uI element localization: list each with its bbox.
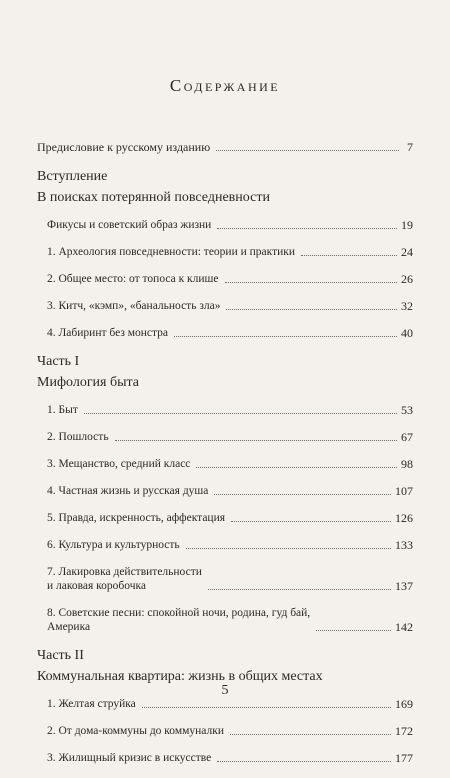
- dot-leader: [231, 521, 391, 522]
- toc-entry-page: 7: [407, 140, 413, 154]
- toc-entry-page: 32: [401, 299, 413, 313]
- dot-leader: [216, 150, 399, 151]
- toc-entry-title: 1. Быт: [47, 404, 78, 416]
- dot-leader: [208, 589, 391, 590]
- toc-entry-title: 4. Частная жизнь и русская душа: [47, 485, 209, 497]
- dot-leader: [214, 494, 391, 495]
- toc-entry-title: 5. Правда, искренность, аффектация: [47, 512, 226, 524]
- dot-leader: [115, 440, 397, 441]
- dot-leader: [196, 467, 397, 468]
- intro-title: В поисках потерянной повседневности: [37, 190, 270, 205]
- toc-entry-page: 24: [401, 245, 413, 259]
- toc-entry[interactable]: [37, 245, 413, 259]
- toc-entry-page: 169: [395, 697, 413, 711]
- dot-leader: [174, 336, 397, 337]
- intro-label: Вступление: [37, 169, 108, 184]
- dot-leader: [217, 228, 397, 229]
- dot-leader: [225, 282, 397, 283]
- toc-entry[interactable]: [37, 484, 413, 498]
- toc-entry-page: 107: [395, 484, 413, 498]
- toc-entry-title: 2. Общее место: от топоса к клише: [47, 273, 219, 285]
- dot-leader: [230, 734, 391, 735]
- toc-entry-title-line: 7. Лакировка действительности: [47, 566, 202, 578]
- toc-entry-page: 40: [401, 326, 413, 340]
- toc-entry[interactable]: [37, 697, 413, 711]
- dot-leader: [186, 548, 391, 549]
- toc-entry-page: 137: [395, 579, 413, 593]
- toc-entry[interactable]: [37, 326, 413, 340]
- dot-leader: [142, 707, 391, 708]
- toc-entry-page: 172: [395, 724, 413, 738]
- toc-entry[interactable]: [37, 538, 413, 552]
- toc-entry-page: 133: [395, 538, 413, 552]
- part-2-label: Часть II: [37, 648, 84, 663]
- toc-entry-page: 142: [395, 620, 413, 634]
- toc-entry-title: 3. Жилищный кризис в искусстве: [47, 752, 212, 764]
- toc-entry[interactable]: [37, 511, 413, 525]
- toc-entry-page: 98: [401, 457, 413, 471]
- toc-entry-title: Предисловие к русскому изданию: [37, 140, 211, 154]
- toc-entry-page: 26: [401, 272, 413, 286]
- toc-entry-page: 177: [395, 751, 413, 765]
- toc-entry-title-line: 8. Советские песни: спокойной ночи, родина, гуд бай,: [47, 607, 311, 619]
- toc-entry-title: 1. Желтая струйка: [47, 698, 136, 710]
- dot-leader: [301, 255, 397, 256]
- toc-entry[interactable]: [37, 272, 413, 286]
- page-number: 5: [221, 683, 229, 698]
- toc-entry-title: 6. Культура и культурность: [47, 539, 180, 551]
- toc-entry[interactable]: [37, 218, 413, 232]
- toc-entry-title: 2. От дома-коммуны до коммуналки: [47, 725, 224, 737]
- toc-entry-title: [47, 606, 310, 634]
- toc-entry-title: 2. Пошлость: [47, 431, 109, 443]
- toc-entry-title: 1. Археология повседневности: теории и практики: [47, 246, 296, 258]
- contents-heading: Содержание: [169, 76, 281, 95]
- part-1-label: Часть I: [37, 354, 80, 369]
- toc-entry-page: 67: [401, 430, 413, 444]
- toc-entry-page: 53: [401, 403, 413, 417]
- toc-entry-title: [47, 565, 202, 593]
- part-1-title: Мифология быта: [37, 375, 140, 390]
- toc-entry-title-line: и лаковая коробочка: [47, 580, 147, 592]
- toc-entry-preface[interactable]: [37, 140, 413, 154]
- dot-leader: [84, 413, 397, 414]
- toc-entry[interactable]: [37, 724, 413, 738]
- dot-leader: [316, 630, 391, 631]
- dot-leader: [217, 761, 391, 762]
- dot-leader: [226, 309, 397, 310]
- toc-entry[interactable]: [37, 299, 413, 313]
- toc-entry-page: 126: [395, 511, 413, 525]
- toc-entry[interactable]: [37, 457, 413, 471]
- part-2-title: Коммунальная квартира: жизнь в общих местах: [37, 669, 323, 684]
- toc-entry[interactable]: [37, 606, 413, 634]
- toc-entry-title: 4. Лабиринт без монстра: [47, 327, 169, 339]
- toc-entry-page: 19: [401, 218, 413, 232]
- toc-entry-title: Фикусы и советский образ жизни: [47, 219, 212, 231]
- toc-entry[interactable]: [37, 403, 413, 417]
- toc-entry-title: 3. Китч, «кэмп», «банальность зла»: [47, 300, 221, 312]
- toc-entry[interactable]: [37, 751, 413, 765]
- toc-entry[interactable]: [37, 565, 413, 593]
- toc-entry-title-line: Америка: [47, 621, 91, 633]
- toc-entry[interactable]: [37, 430, 413, 444]
- toc-entry-title: 3. Мещанство, средний класс: [47, 458, 191, 470]
